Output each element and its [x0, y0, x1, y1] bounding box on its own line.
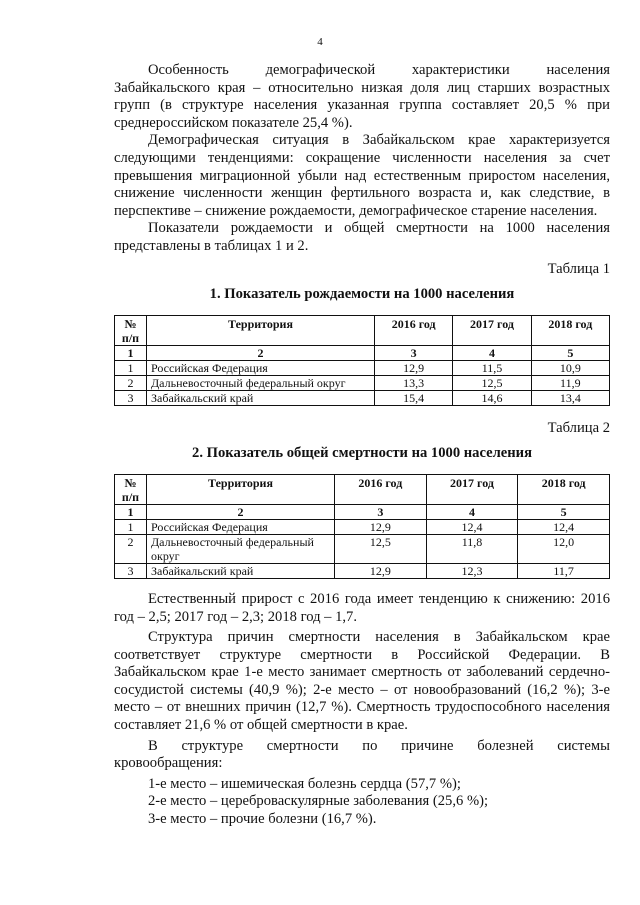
table-row [115, 360, 610, 375]
territory-cell: Забайкальский край [147, 390, 375, 405]
index-cell: 3 [335, 504, 427, 519]
table2-label: Таблица 2 [547, 419, 610, 436]
intro-word: структуре [181, 737, 244, 754]
col-header-2016: 2016 год [335, 474, 427, 504]
value-cell: 13,4 [531, 390, 609, 405]
paragraph-demographic-situation: Демографическая ситуация в Забайкальском крае характеризуется следующими тенденциями: сокращение численности населения за счет превышения миграционной убыли над естественным приростом населения, снижение численности женщин фертильного возраста и, как следствие, в перспективе – снижение рождаемости, демографическое старение населения. [114, 132, 610, 219]
index-cell: 4 [426, 504, 518, 519]
table1-label: Таблица 1 [547, 260, 610, 277]
value-cell: 14,6 [453, 390, 531, 405]
value-cell: 10,9 [531, 360, 609, 375]
value-cell: 12,9 [375, 360, 453, 375]
col-header-number: № п/п [115, 315, 147, 345]
paragraph-tables-intro: Показатели рождаемости и общей смертности на 1000 населения представлены в таблицах 1 и 2. [114, 220, 610, 254]
table-row [115, 375, 610, 390]
intro-word: по [362, 737, 378, 754]
paragraph-demographic-feature: Особенность демографической характеристики населения Забайкальского края – относительно низкая доля лиц старших возрастных групп (в структуре населения указанная группа составляет 20,5 % при среднероссийском показателе 25,4 %). [114, 62, 610, 131]
list-item: 3-е место – прочие болезни (16,7 %). [148, 811, 377, 828]
table1-title: 1. Показатель рождаемости на 1000 населения [209, 286, 515, 303]
col-header-territory: Территория [147, 474, 335, 504]
row-number: 1 [115, 360, 147, 375]
value-cell: 11,7 [518, 563, 610, 578]
territory-cell: Дальневосточный федеральный округ [147, 375, 375, 390]
index-cell: 5 [518, 504, 610, 519]
page-number: 4 [317, 36, 323, 48]
paragraph-mortality-structure: Структура причин смертности населения в Забайкальском крае соответствует структуре смертности в Российской Федерации. В Забайкальском крае 1-е место занимает смертность от заболеваний сердечно-сосудистой системы (40,9 %); 2-е место – от новообразований (16,2 %); 3-е место – от внешних причин (12,7 %). Смертность трудоспособного населения составляет 21,6 % от общей смертности в крае. [114, 629, 610, 734]
col-header-territory: Территория [147, 315, 375, 345]
row-number: 2 [115, 375, 147, 390]
intro-word: причине [401, 737, 454, 754]
value-cell: 12,5 [335, 534, 427, 563]
territory-cell: Забайкальский край [147, 563, 335, 578]
value-cell: 11,5 [453, 360, 531, 375]
index-cell: 5 [531, 345, 609, 360]
value-cell: 12,0 [518, 534, 610, 563]
value-cell: 11,9 [531, 375, 609, 390]
birth-rate-table [114, 315, 610, 406]
table2-header-row [115, 474, 610, 504]
document-body [114, 62, 610, 829]
row-number: 3 [115, 563, 147, 578]
index-cell: 4 [453, 345, 531, 360]
territory-cell: Дальневосточный федеральный округ [147, 534, 335, 563]
table1-header-row [115, 315, 610, 345]
territory-cell: Российская Федерация [147, 360, 375, 375]
value-cell: 12,4 [426, 519, 518, 534]
paragraph-natural-growth: Естественный прирост с 2016 года имеет тенденцию к снижению: 2016 год – 2,5; 2017 год – 2,3; 2018 год – 1,7. [114, 590, 610, 625]
index-cell: 1 [115, 504, 147, 519]
circulatory-intro-line [114, 738, 610, 756]
list-item: 2-е место – цереброваскулярные заболевания (25,6 %); [148, 793, 489, 810]
value-cell: 12,5 [453, 375, 531, 390]
col-header-2018: 2018 год [531, 315, 609, 345]
value-cell: 12,3 [426, 563, 518, 578]
list-item: 1-е место – ишемическая болезнь сердца (57,7 %); [148, 775, 461, 792]
value-cell: 11,8 [426, 534, 518, 563]
value-cell: 12,9 [335, 563, 427, 578]
col-header-2018: 2018 год [518, 474, 610, 504]
circulatory-intro-tail: кровообращения: [114, 755, 223, 772]
index-cell: 2 [147, 504, 335, 519]
col-header-2017: 2017 год [453, 315, 531, 345]
value-cell: 15,4 [375, 390, 453, 405]
table-row [115, 519, 610, 534]
intro-word: В [148, 737, 158, 754]
mortality-rate-table [114, 474, 610, 579]
row-number: 1 [115, 519, 147, 534]
table1-index-row [115, 345, 610, 360]
value-cell: 12,4 [518, 519, 610, 534]
table-row [115, 390, 610, 405]
index-cell: 3 [375, 345, 453, 360]
row-number: 3 [115, 390, 147, 405]
row-number: 2 [115, 534, 147, 563]
value-cell: 12,9 [335, 519, 427, 534]
territory-cell: Российская Федерация [147, 519, 335, 534]
table-row [115, 534, 610, 563]
value-cell: 13,3 [375, 375, 453, 390]
intro-word: смертности [266, 737, 339, 754]
table2-title: 2. Показатель общей смертности на 1000 населения [192, 445, 532, 462]
intro-word: болезней [477, 737, 534, 754]
index-cell: 1 [115, 345, 147, 360]
col-header-2016: 2016 год [375, 315, 453, 345]
index-cell: 2 [147, 345, 375, 360]
col-header-2017: 2017 год [426, 474, 518, 504]
table2-index-row [115, 504, 610, 519]
intro-word: системы [557, 737, 610, 754]
col-header-number: № п/п [115, 474, 147, 504]
table-row [115, 563, 610, 578]
circulatory-list [114, 776, 610, 829]
